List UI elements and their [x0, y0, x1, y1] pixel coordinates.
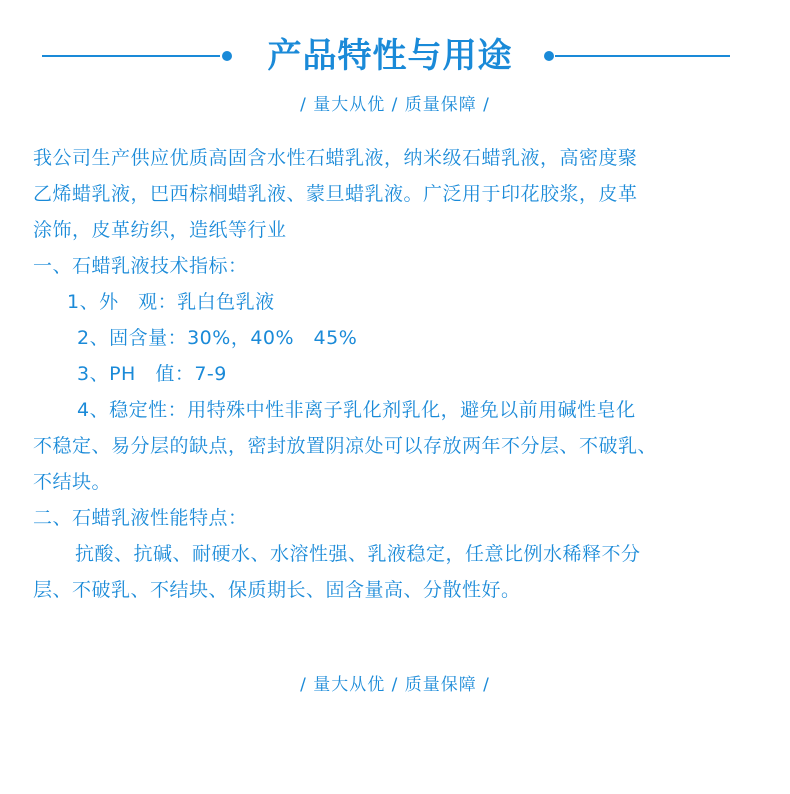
header-rule-left [42, 55, 220, 57]
spec-solid-content: 2、固含量：30%，40% 45% [77, 327, 358, 349]
spec-stability: 4、稳定性：用特殊中性非离子乳化剂乳化，避免以前用碱性皂化 [77, 399, 636, 421]
section-header [0, 30, 790, 82]
page-title: 产品特性与用途 [267, 36, 513, 76]
product-description [33, 140, 763, 608]
features-text-continued: 层、不破乳、不结块、保质期长、固含量高、分散性好。 [33, 579, 521, 601]
header-dot-left-icon [222, 51, 232, 61]
section-heading-specs: 一、石蜡乳液技术指标： [33, 255, 248, 277]
description-line: 我公司生产供应优质高固含水性石蜡乳液，纳米级石蜡乳液，高密度聚 [33, 147, 638, 169]
header-dot-right-icon [544, 51, 554, 61]
spec-stability-continued: 不结块。 [33, 471, 112, 493]
spec-appearance: 1、外 观：乳白色乳液 [67, 291, 275, 313]
description-line: 乙烯蜡乳液，巴西棕榈蜡乳液、蒙旦蜡乳液。广泛用于印花胶浆，皮革 [33, 183, 638, 205]
spec-stability-continued: 不稳定、易分层的缺点，密封放置阴凉处可以存放两年不分层、不破乳、 [33, 435, 658, 457]
features-text: 抗酸、抗碱、耐硬水、水溶性强、乳液稳定，任意比例水稀释不分 [75, 543, 641, 565]
description-line: 涂饰，皮革纺织，造纸等行业 [33, 219, 287, 241]
header-rule-right [555, 55, 730, 57]
spec-ph-value: 3、PH 值：7-9 [77, 363, 227, 385]
section-heading-features: 二、石蜡乳液性能特点： [33, 507, 248, 529]
tagline-top: / 量大从优 / 质量保障 / [300, 95, 490, 115]
tagline-bottom: / 量大从优 / 质量保障 / [300, 675, 490, 695]
